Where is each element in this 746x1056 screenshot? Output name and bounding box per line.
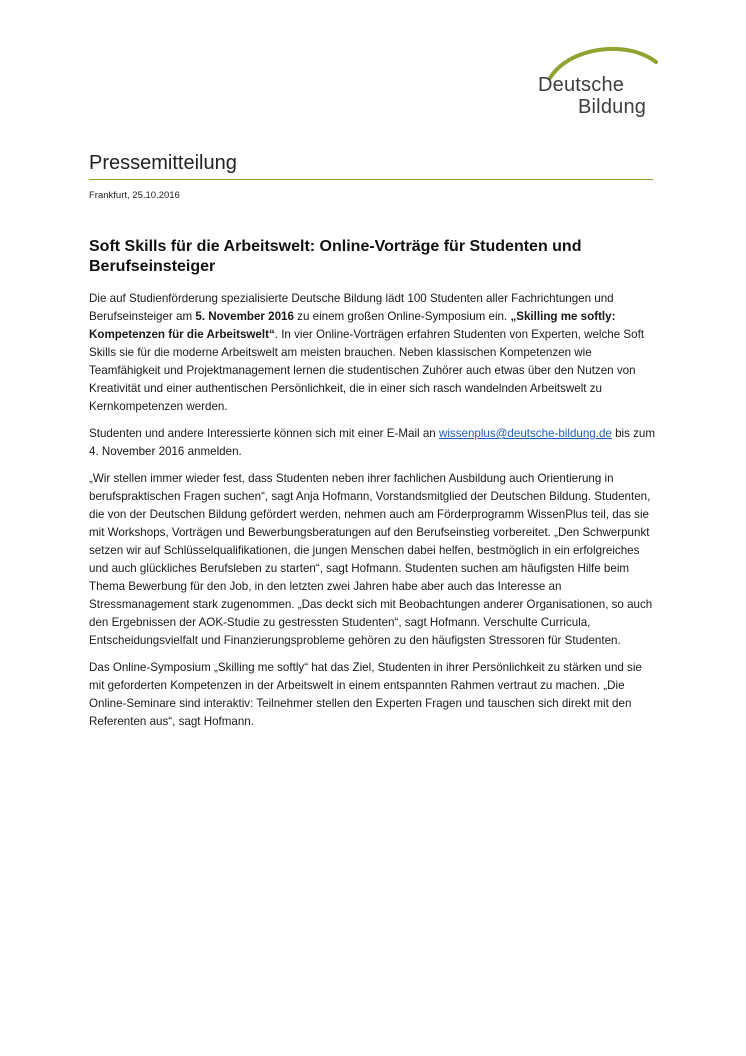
logo-word-deutsche: Deutsche (538, 74, 625, 96)
paragraph-intro (89, 290, 659, 416)
page-heading: Pressemitteilung (89, 152, 237, 174)
deutsche-bildung-logo (536, 44, 660, 124)
press-release-title: Soft Skills für die Arbeitswelt: Online-Vorträge für Studenten und Berufseinsteiger (89, 238, 582, 275)
dateline: Frankfurt, 25.10.2016 (89, 190, 180, 201)
paragraph-closing: Das Online-Symposium „Skilling me softly“ hat das Ziel, Studenten in ihrer Persönlichkeit zu stärken und sie mit geforderten Kompetenzen in der Arbeitswelt in einem entspannten Rahmen vertraut zu machen. „Die Online-Seminare sind interaktiv: Teilnehmer stellen den Experten Fragen und tauschen sich direkt mit den Referenten aus“, sagt Hofmann. (89, 661, 642, 728)
paragraph-registration (89, 425, 659, 461)
intro-text-b: zu einem großen Online-Symposium ein. (293, 310, 511, 323)
paragraph-quote: „Wir stellen immer wieder fest, dass Studenten neben ihrer fachlichen Ausbildung auch Orientierung in berufspraktischen Fragen suchen“, sagt Anja Hofmann, Vorstandsmitglied der Deutschen Bildung. Studenten, die von der Deutschen Bildung gefördert werden, nehmen auch am Förderprogramm WissenPlus teil, das sie mit Workshops, Vorträgen und Bewerbungsberatungen auf den Berufseinstieg vorbereitet. „Den Schwerpunkt setzen wir auf Schlüsselqualifikationen, die jungen Menschen dabei helfen, bestmöglich in ein erfolgreiches und auch glückliches Berufsleben zu starten“, sagt Hofmann. Studenten suchen am häufigsten Hilfe beim Thema Bewerbung für den Job, in den letzten zwei Jahren habe aber auch das Interesse an Stressmanagement stark zugenommen. „Das deckt sich mit Beobachtungen anderer Organisationen, so auch den Ergebnissen der AOK-Studie zu gestressten Studenten“, sagt Hofmann. Verschulte Curricula, Entscheidungsvielfalt und Finanzierungsprobleme gehören zu den häufigsten Stressoren für Studenten. (89, 472, 653, 647)
email-link[interactable]: wissenplus@deutsche-bildung.de (438, 427, 612, 440)
intro-text-c: . In vier Online-Vorträgen erfahren Studenten von Experten, welche Soft Skills sie für die moderne Arbeitswelt am meisten brauchen. Neben klassischen Kompetenzen wie Teamfähigkeit und Projektmanagement lernen die studentischen Zuhörer auch etwas über den Nutzen von Kreativität und einer authentischen Persönlichkeit, die in einer sich rasch wandelnden Arbeitswelt zu Kernkompetenzen werden. (89, 328, 645, 413)
registration-text-b: bis zum 4. November 2016 anmelden. (89, 427, 656, 458)
heading-divider (89, 179, 653, 180)
logo-word-bildung: Bildung (578, 96, 647, 118)
press-release-body (89, 290, 659, 740)
registration-text-a: Studenten und andere Interessierte können sich mit einer E-Mail an (89, 427, 439, 440)
intro-text-a: Die auf Studienförderung spezialisierte Deutsche Bildung lädt 100 Studenten aller Fachrichtungen und Berufseinsteiger am (89, 292, 614, 323)
event-date: 5. November 2016 (195, 310, 294, 323)
event-title: „Skilling me softly: Kompetenzen für die Arbeitswelt“ (89, 310, 616, 341)
